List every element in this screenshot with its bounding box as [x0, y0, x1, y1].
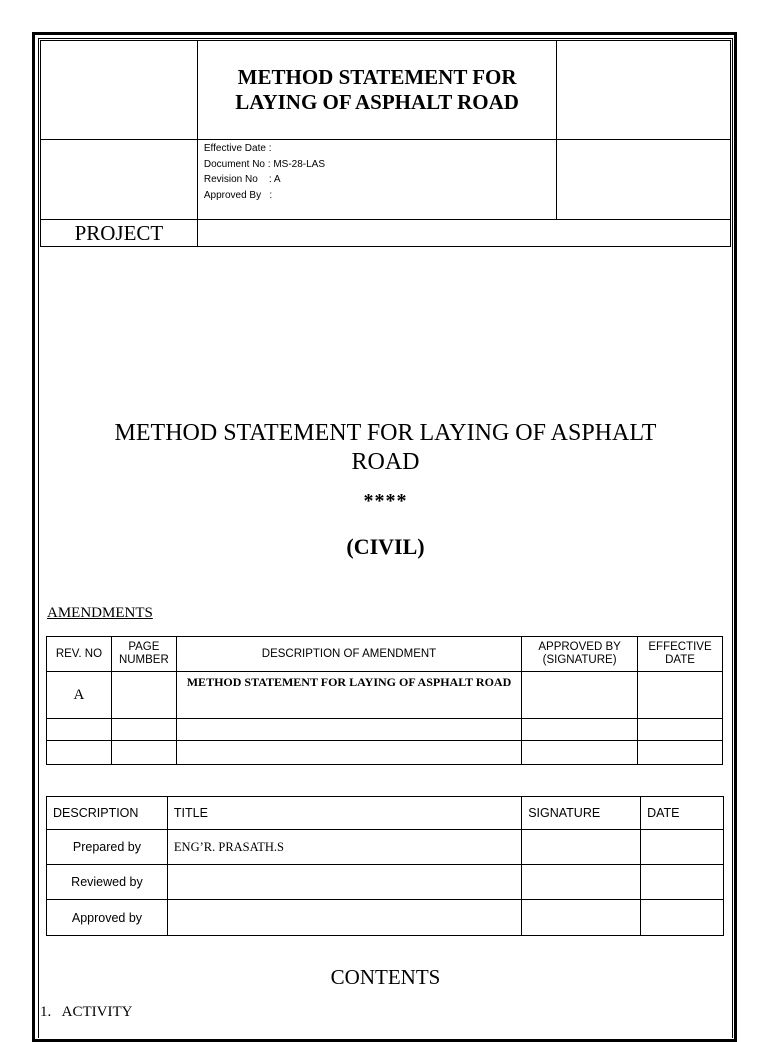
document-title — [40, 419, 731, 477]
table-row — [47, 900, 724, 936]
signoff-col-signature: SIGNATURE — [522, 797, 641, 830]
amendments-table — [46, 636, 723, 765]
amend-cell — [111, 672, 176, 719]
table-row — [47, 719, 723, 741]
amendments-header-row — [47, 637, 723, 672]
amend-cell — [111, 719, 176, 741]
amend-col-page: PAGE NUMBER — [111, 637, 176, 672]
amend-cell — [176, 741, 521, 765]
signoff-table — [46, 796, 724, 936]
amend-col-description: DESCRIPTION OF AMENDMENT — [176, 637, 521, 672]
table-row — [47, 830, 724, 865]
amend-cell — [47, 719, 112, 741]
header-title-line2: LAYING OF ASPHALT ROAD — [235, 90, 519, 114]
amend-cell — [638, 719, 723, 741]
signoff-col-date: DATE — [641, 797, 724, 830]
signoff-col-description: DESCRIPTION — [47, 797, 168, 830]
amend-cell — [522, 741, 638, 765]
revision-number: Revision No : A — [203, 174, 281, 185]
signoff-role: Approved by — [47, 900, 168, 936]
signoff-date — [641, 830, 724, 865]
amend-cell — [176, 719, 521, 741]
signoff-header-row — [47, 797, 724, 830]
project-value — [197, 220, 730, 247]
amend-cell: A — [47, 672, 112, 719]
signoff-role: Reviewed by — [47, 865, 168, 900]
amend-cell — [638, 741, 723, 765]
document-header-table — [40, 40, 731, 247]
document-title-line2: ROAD — [351, 449, 420, 475]
contents-heading: CONTENTS — [330, 965, 441, 989]
signoff-date — [641, 865, 724, 900]
signoff-signature — [522, 830, 641, 865]
signoff-signature — [522, 900, 641, 936]
document-title-line1: METHOD STATEMENT FOR LAYING OF ASPHALT — [114, 420, 657, 446]
header-right-cell — [557, 41, 731, 140]
table-row — [47, 672, 723, 719]
discipline-label: (CIVIL) — [346, 534, 425, 559]
amend-cell: METHOD STATEMENT FOR LAYING OF ASPHALT ROAD — [176, 672, 521, 719]
table-row — [47, 865, 724, 900]
signoff-date — [641, 900, 724, 936]
signoff-name: ENG’R. PRASATH.S — [167, 830, 521, 865]
signoff-name — [167, 900, 521, 936]
header-title — [197, 41, 557, 140]
amend-cell — [47, 741, 112, 765]
header-title-line1: METHOD STATEMENT FOR — [237, 65, 517, 89]
amend-cell — [522, 672, 638, 719]
signoff-role: Prepared by — [47, 830, 168, 865]
amendments-label: AMENDMENTS — [47, 605, 153, 621]
amend-col-rev: REV. NO — [47, 637, 112, 672]
header-logo-cell — [41, 41, 198, 140]
document-meta — [197, 140, 557, 220]
signoff-name — [167, 865, 521, 900]
amend-col-approved: APPROVED BY (SIGNATURE) — [522, 637, 638, 672]
effective-date: Effective Date : — [203, 143, 272, 154]
header-meta-right-cell — [557, 140, 731, 220]
amend-cell — [522, 719, 638, 741]
amend-cell — [638, 672, 723, 719]
amend-cell — [111, 741, 176, 765]
amend-col-effective: EFFECTIVE DATE — [638, 637, 723, 672]
approved-by: Approved By : — [203, 189, 273, 201]
document-number: Document No : MS-28-LAS — [203, 158, 326, 170]
signoff-signature — [522, 865, 641, 900]
project-label: PROJECT — [41, 220, 198, 247]
header-blank-cell — [41, 140, 198, 220]
contents-item: 1. ACTIVITY — [40, 1004, 133, 1020]
table-row — [47, 741, 723, 765]
separator-stars: **** — [363, 490, 408, 512]
signoff-col-title: TITLE — [167, 797, 521, 830]
